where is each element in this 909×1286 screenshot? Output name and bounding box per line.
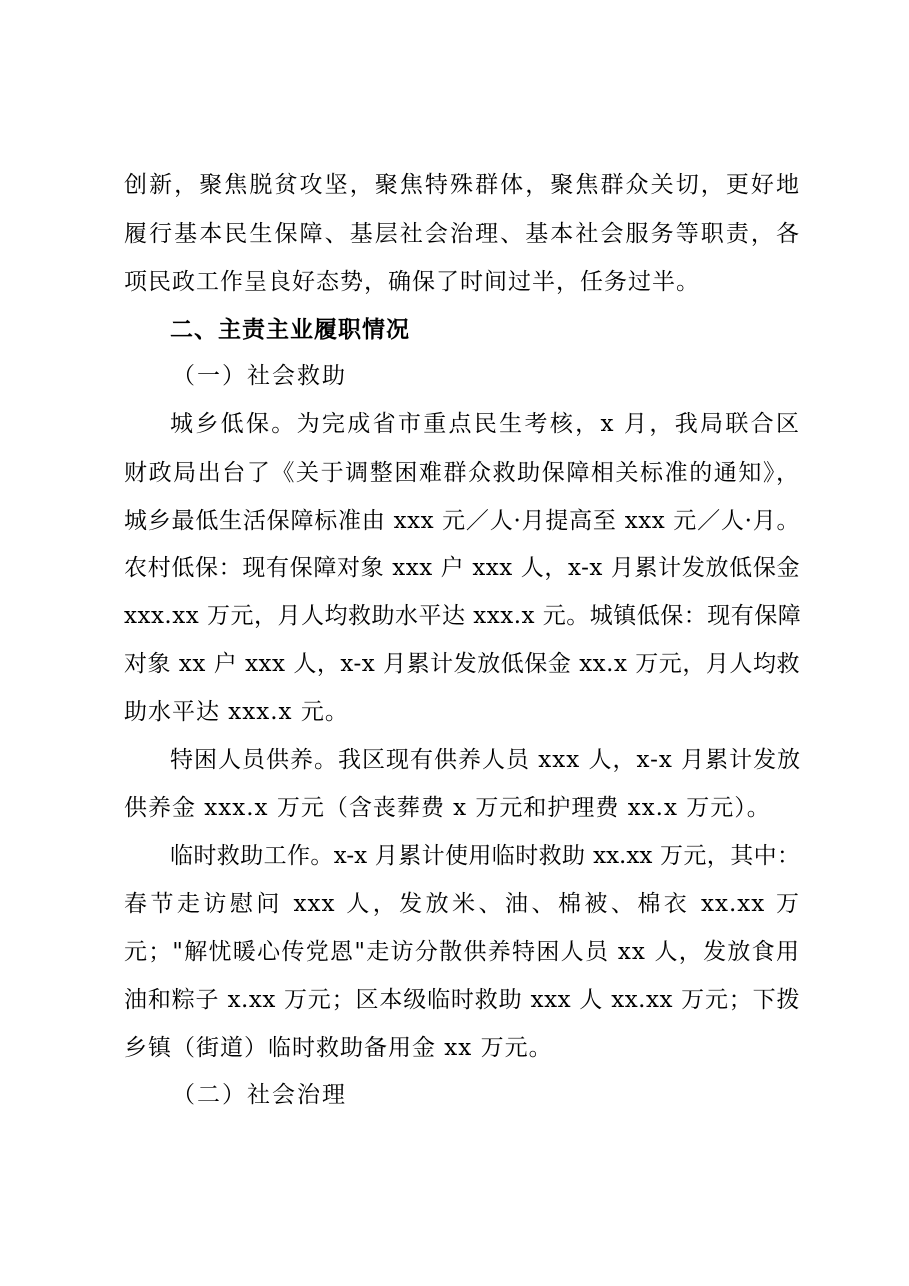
subsection-2-title: （二）社会治理 bbox=[172, 1082, 347, 1108]
subsection-1-title: （一）社会救助 bbox=[172, 363, 347, 389]
dibao-line-1: 城乡低保。为完成省市重点民生考核，x 月，我局联合区 bbox=[170, 411, 800, 437]
tekun-line-1: 特困人员供养。我区现有供养人员 xxx 人，x-x 月累计发放 bbox=[170, 747, 802, 773]
linshi-line-3: 元；"解忧暖心传党恩"走访分散供养特困人员 xx 人，发放食用 bbox=[124, 939, 800, 965]
dibao-line-7: 助水平达 xxx.x 元。 bbox=[124, 699, 349, 725]
dibao-line-2: 财政局出台了《关于调整困难群众救助保障相关标准的通知》， bbox=[124, 460, 800, 486]
section-2-title: 二、主责主业履职情况 bbox=[170, 317, 410, 343]
linshi-line-5: 乡镇（街道）临时救助备用金 xx 万元。 bbox=[124, 1035, 553, 1061]
dibao-line-4: 农村低保：现有保障对象 xxx 户 xxx 人，x-x 月累计发放低保金 bbox=[124, 555, 800, 581]
dibao-line-6: 对象 xx 户 xxx 人，x-x 月累计发放低保金 xx.x 万元，月人均救 bbox=[124, 651, 800, 677]
linshi-line-1: 临时救助工作。x-x 月累计使用临时救助 xx.xx 万元，其中： bbox=[170, 843, 800, 869]
intro-line-3: 项民政工作呈良好态势，确保了时间过半，任务过半。 bbox=[124, 269, 700, 295]
linshi-line-2: 春节走访慰问 xxx 人，发放米、油、棉被、棉衣 xx.xx 万 bbox=[124, 891, 800, 917]
tekun-line-2: 供养金 xxx.x 万元（含丧葬费 x 万元和护理费 xx.x 万元）。 bbox=[124, 795, 771, 821]
intro-line-2: 履行基本民生保障、基层社会治理、基本社会服务等职责，各 bbox=[124, 221, 800, 247]
dibao-line-5: xxx.xx 万元，月人均救助水平达 xxx.x 元。城镇低保：现有保障 bbox=[124, 603, 802, 629]
linshi-line-4: 油和粽子 x.xx 万元；区本级临时救助 xxx 人 xx.xx 万元；下拨 bbox=[124, 987, 800, 1013]
intro-line-1: 创新，聚焦脱贫攻坚，聚焦特殊群体，聚焦群众关切，更好地 bbox=[124, 172, 800, 198]
dibao-line-3: 城乡最低生活保障标准由 xxx 元／人·月提高至 xxx 元／人·月。 bbox=[124, 508, 800, 534]
